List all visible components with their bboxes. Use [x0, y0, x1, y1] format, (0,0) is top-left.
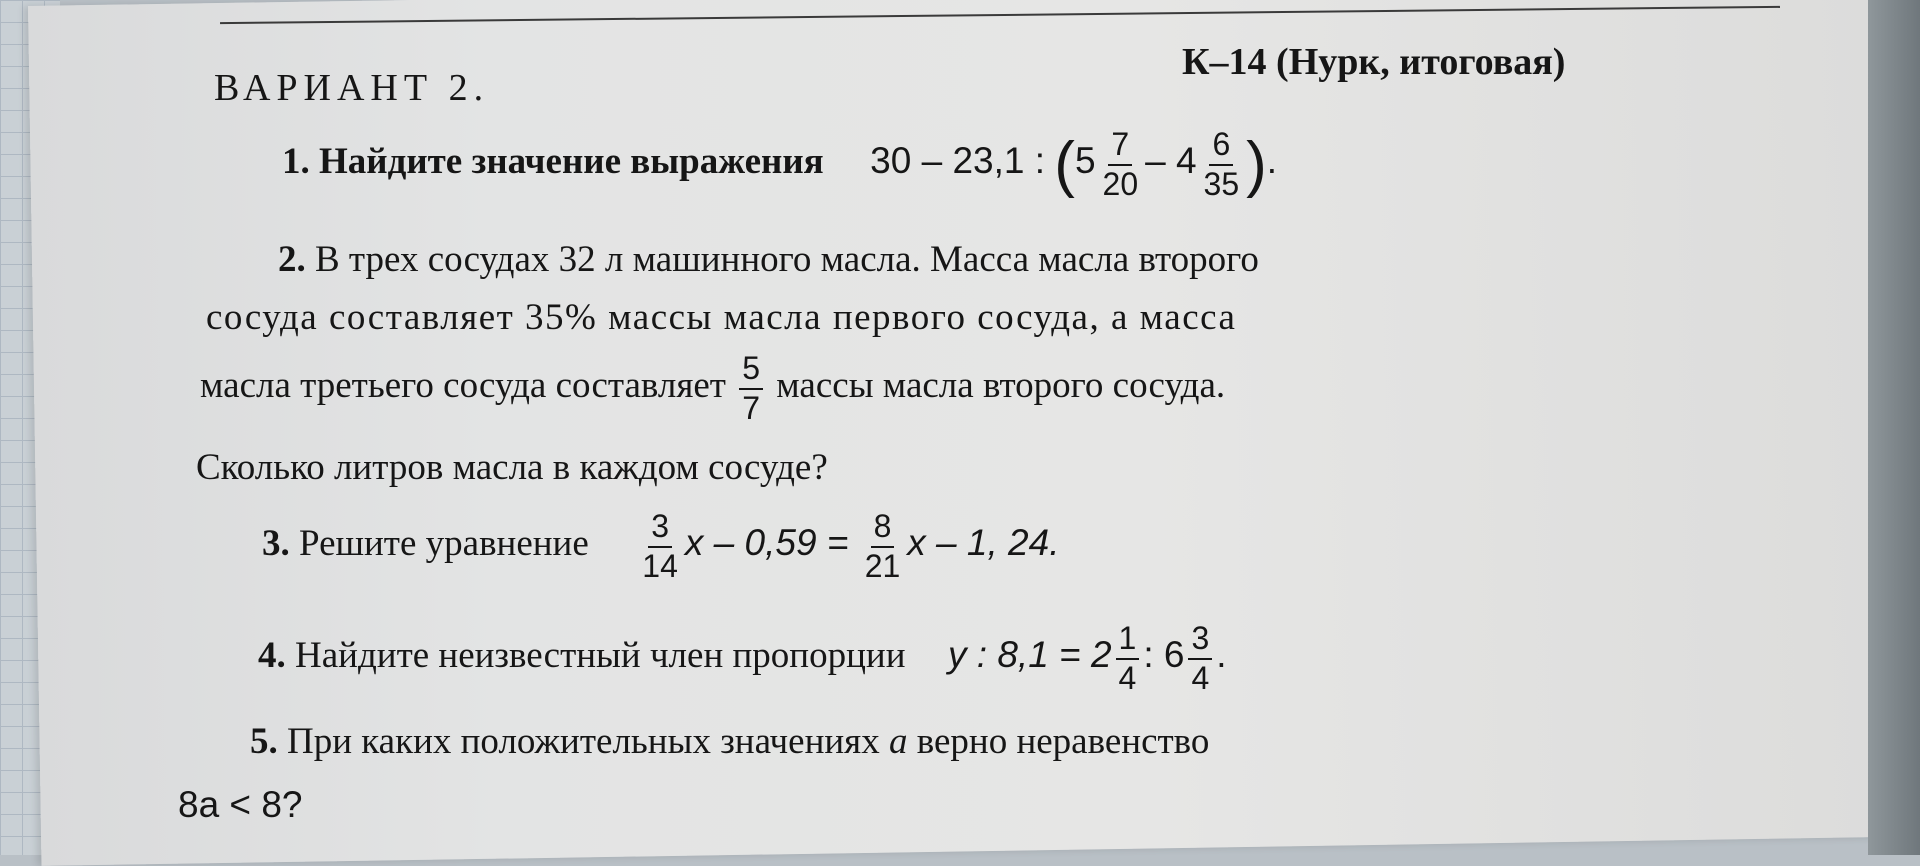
fraction — [1201, 128, 1243, 201]
numerator: 3 — [1188, 622, 1212, 660]
task-3 — [262, 510, 1060, 583]
task-text: Решите уравнение — [299, 523, 589, 565]
denominator: 35 — [1203, 165, 1240, 202]
task-text: В трех сосудах 32 л машинного масла. Масса масла второго — [315, 239, 1259, 280]
fraction — [639, 510, 681, 583]
variable: a — [888, 721, 908, 762]
equation-middle: x – 0,59 = — [684, 522, 849, 564]
fraction — [862, 510, 904, 583]
task-number: 2. — [278, 239, 306, 280]
denominator: 4 — [1118, 659, 1137, 696]
open-paren: ( — [1054, 130, 1075, 200]
task-text: Найдите значение выражения — [319, 141, 824, 183]
equation-tail: x – 1, 24. — [907, 522, 1060, 564]
proportion-lead: y : 8,1 = 2 — [948, 634, 1112, 676]
numerator: 3 — [648, 510, 672, 548]
fraction — [1100, 128, 1142, 201]
test-title: К–14 (Нурк, итоговая) — [1182, 41, 1566, 83]
task-text: масла третьего сосуда составляет — [200, 365, 726, 407]
task-2-line-3 — [200, 352, 1225, 425]
denominator: 7 — [742, 389, 761, 426]
task-2-line-2: сосуда составляет 35% массы масла первого сосуда, а масса — [206, 297, 1237, 338]
fraction — [739, 352, 763, 425]
task-5-line-2: 8a < 8? — [178, 784, 303, 825]
fraction — [1116, 622, 1140, 695]
period: . — [1266, 140, 1278, 182]
expression-lead: 30 – 23,1 : — [870, 140, 1046, 182]
whole-part: 5 — [1074, 140, 1096, 182]
variant-title: ВАРИАНТ 2. — [214, 67, 490, 109]
denominator: 14 — [642, 547, 678, 584]
numerator: 8 — [871, 510, 895, 548]
task-text: Найдите неизвестный член пропорции — [295, 635, 906, 677]
denominator: 20 — [1102, 165, 1139, 202]
numerator: 5 — [739, 352, 763, 390]
task-text: верно неравенство — [916, 721, 1210, 762]
close-paren: ) — [1246, 130, 1267, 200]
task-2-line-4: Сколько литров масла в каждом сосуде? — [196, 447, 828, 488]
task-4 — [258, 622, 1227, 695]
task-text: массы масла второго сосуда. — [776, 365, 1226, 407]
period: . — [1216, 634, 1227, 676]
fraction — [1188, 622, 1212, 695]
task-1 — [282, 128, 1277, 201]
denominator: 21 — [864, 547, 901, 584]
task-number: 3. — [262, 523, 290, 565]
denominator: 4 — [1191, 659, 1210, 696]
task-number: 5. — [250, 721, 278, 762]
minus-term: – 4 — [1145, 140, 1197, 182]
numerator: 7 — [1108, 128, 1132, 166]
numerator: 6 — [1209, 128, 1233, 166]
proportion-middle: : 6 — [1143, 634, 1185, 676]
task-number: 1. — [282, 141, 310, 183]
numerator: 1 — [1116, 622, 1140, 660]
task-number: 4. — [258, 635, 286, 677]
task-2-line-1 — [278, 238, 1259, 281]
task-5-line-1 — [250, 720, 1209, 763]
task-text: При каких положительных значениях — [287, 721, 880, 762]
